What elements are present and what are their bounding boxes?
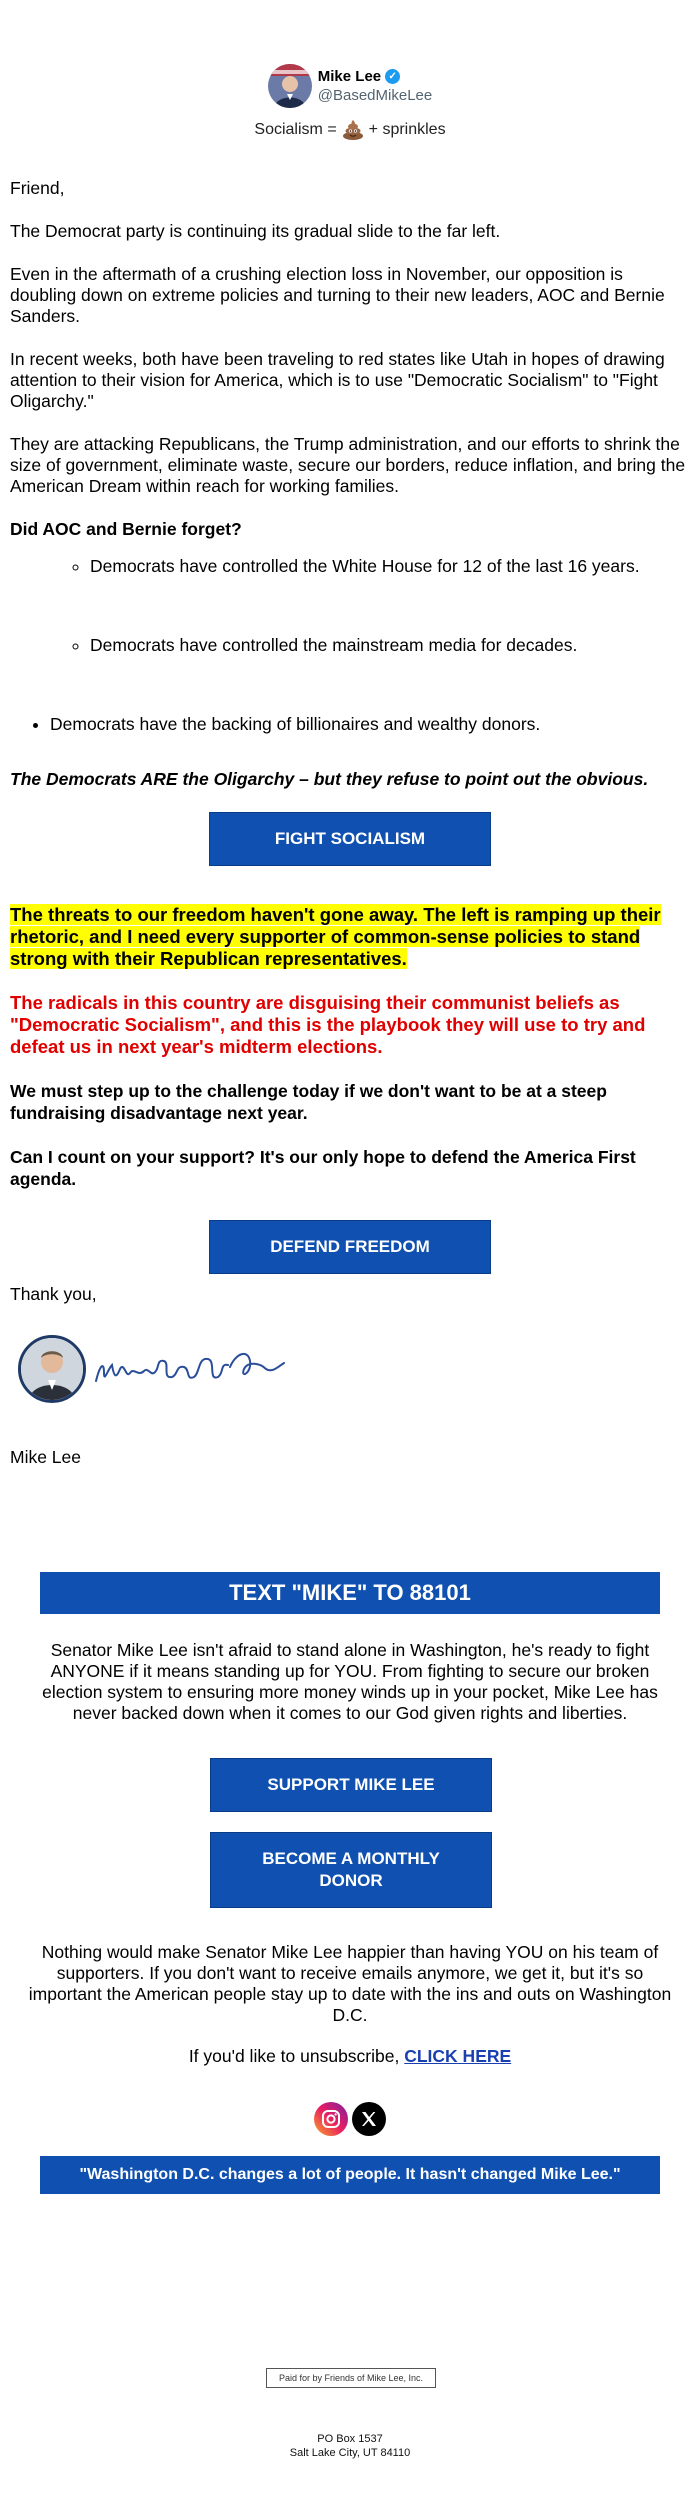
verified-badge-icon: ✓ (385, 69, 400, 84)
monthly-donor-button[interactable] (210, 1832, 492, 1908)
fight-socialism-button[interactable]: FIGHT SOCIALISM (209, 812, 491, 866)
quote-banner: "Washington D.C. changes a lot of people. It hasn't changed Mike Lee." (40, 2156, 660, 2194)
address-line-2: Salt Lake City, UT 84110 (289, 2447, 411, 2459)
paragraph-2: Even in the aftermath of a crushing election loss in November, our opposition is doubling down on extreme policies and turning to their new leaders, AOC and Bernie Sanders. (10, 264, 665, 326)
text-mike-banner: TEXT "MIKE" TO 88101 (40, 1572, 660, 1614)
facts-list-circle (10, 556, 690, 656)
greeting: Friend, (10, 178, 65, 198)
list-item: ◦ Democrats have controlled the mainstream media for decades. (90, 635, 690, 656)
highlight-text: The threats to our freedom haven't gone away. The left is ramping up their rhetoric, and I need every supporter of common-sense policies to stand strong with their Republican representatives. (10, 904, 661, 969)
paragraph-4: They are attacking Republicans, the Trump administration, and our efforts to shrink the size of government, eliminate waste, secure our borders, reduce inflation, and bring the American Dream within reach for working families. (10, 434, 686, 496)
count-on-paragraph: Can I count on your support? It's our only hope to defend the America First agenda. (10, 1147, 636, 1189)
x-icon[interactable] (352, 2102, 386, 2136)
signoff-name: Mike Lee (10, 1447, 82, 1467)
embedded-tweet[interactable] (0, 64, 700, 140)
list-item: • Democrats have the backing of billionaires and wealthy donors. (50, 714, 690, 735)
tweet-name-text: Mike Lee (317, 68, 382, 85)
poop-emoji-icon (342, 120, 364, 140)
support-mike-lee-button[interactable]: SUPPORT MIKE LEE (210, 1758, 492, 1812)
oligarchy-statement: The Democrats ARE the Oligarchy – but they refuse to point out the obvious. (10, 769, 649, 789)
red-warning-paragraph: The radicals in this country are disguising their communist beliefs as "Democratic Socialism", and this is the playbook they will use to try and defeat us in next year's midterm elections. (10, 992, 646, 1057)
tweet-handle: @BasedMikeLee (317, 87, 433, 104)
signature-block (18, 1335, 690, 1403)
social-links (0, 2102, 700, 2136)
team-paragraph: Nothing would make Senator Mike Lee happier than having YOU on his team of supporters. If you don't want to receive emails anymore, we get it, but it's so important the American people stay up to date with the ins and outs on Washington D.C. (28, 1942, 672, 2025)
tweet-author-name (318, 68, 432, 85)
tweet-text-after: + sprinkles (368, 121, 446, 138)
instagram-icon[interactable] (314, 2102, 348, 2136)
paragraph-1: The Democrat party is continuing its gradual slide to the far left. (10, 221, 501, 241)
unsubscribe-link[interactable]: CLICK HERE (404, 2046, 512, 2066)
unsubscribe-line (0, 2046, 700, 2067)
unsubscribe-text: If you'd like to unsubscribe, (188, 2046, 400, 2066)
defend-freedom-button[interactable]: DEFEND FREEDOM (209, 1220, 491, 1274)
monthly-donor-label: BECOME A MONTHLY DONOR (262, 1849, 440, 1890)
thank-you-text: Thank you, (10, 1284, 97, 1304)
step-up-paragraph: We must step up to the challenge today if we don't want to be at a steep fundraising disadvantage next year. (10, 1081, 607, 1123)
paid-for-disclaimer: Paid for by Friends of Mike Lee, Inc. (266, 2368, 436, 2388)
question-heading: Did AOC and Bernie forget? (10, 519, 242, 539)
paragraph-3: In recent weeks, both have been traveling to red states like Utah in hopes of drawing attention to their vision for America, which is to use "Democratic Socialism" to "Fight Oligarchy." (10, 349, 665, 411)
about-paragraph: Senator Mike Lee isn't afraid to stand alone in Washington, he's ready to fight ANYONE if it means standing up for YOU. From fighting to secure our broken election system to ensuring more money winds up in your pocket, Mike Lee has never backed down when it comes to our God given rights and liberties. (42, 1640, 658, 1723)
facts-list-disc (10, 714, 690, 735)
address-line-1: PO Box 1537 (317, 2433, 383, 2445)
mailing-address (0, 2432, 700, 2460)
signer-photo (18, 1335, 86, 1403)
highlight-paragraph (10, 904, 690, 970)
tweet-text-before: Socialism = (254, 121, 337, 138)
email-body (10, 178, 690, 1490)
signature-image (90, 1339, 290, 1399)
list-item: ◦ Democrats have controlled the White House for 12 of the last 16 years. (90, 556, 690, 577)
tweet-avatar (268, 64, 312, 108)
tweet-text (0, 120, 700, 140)
